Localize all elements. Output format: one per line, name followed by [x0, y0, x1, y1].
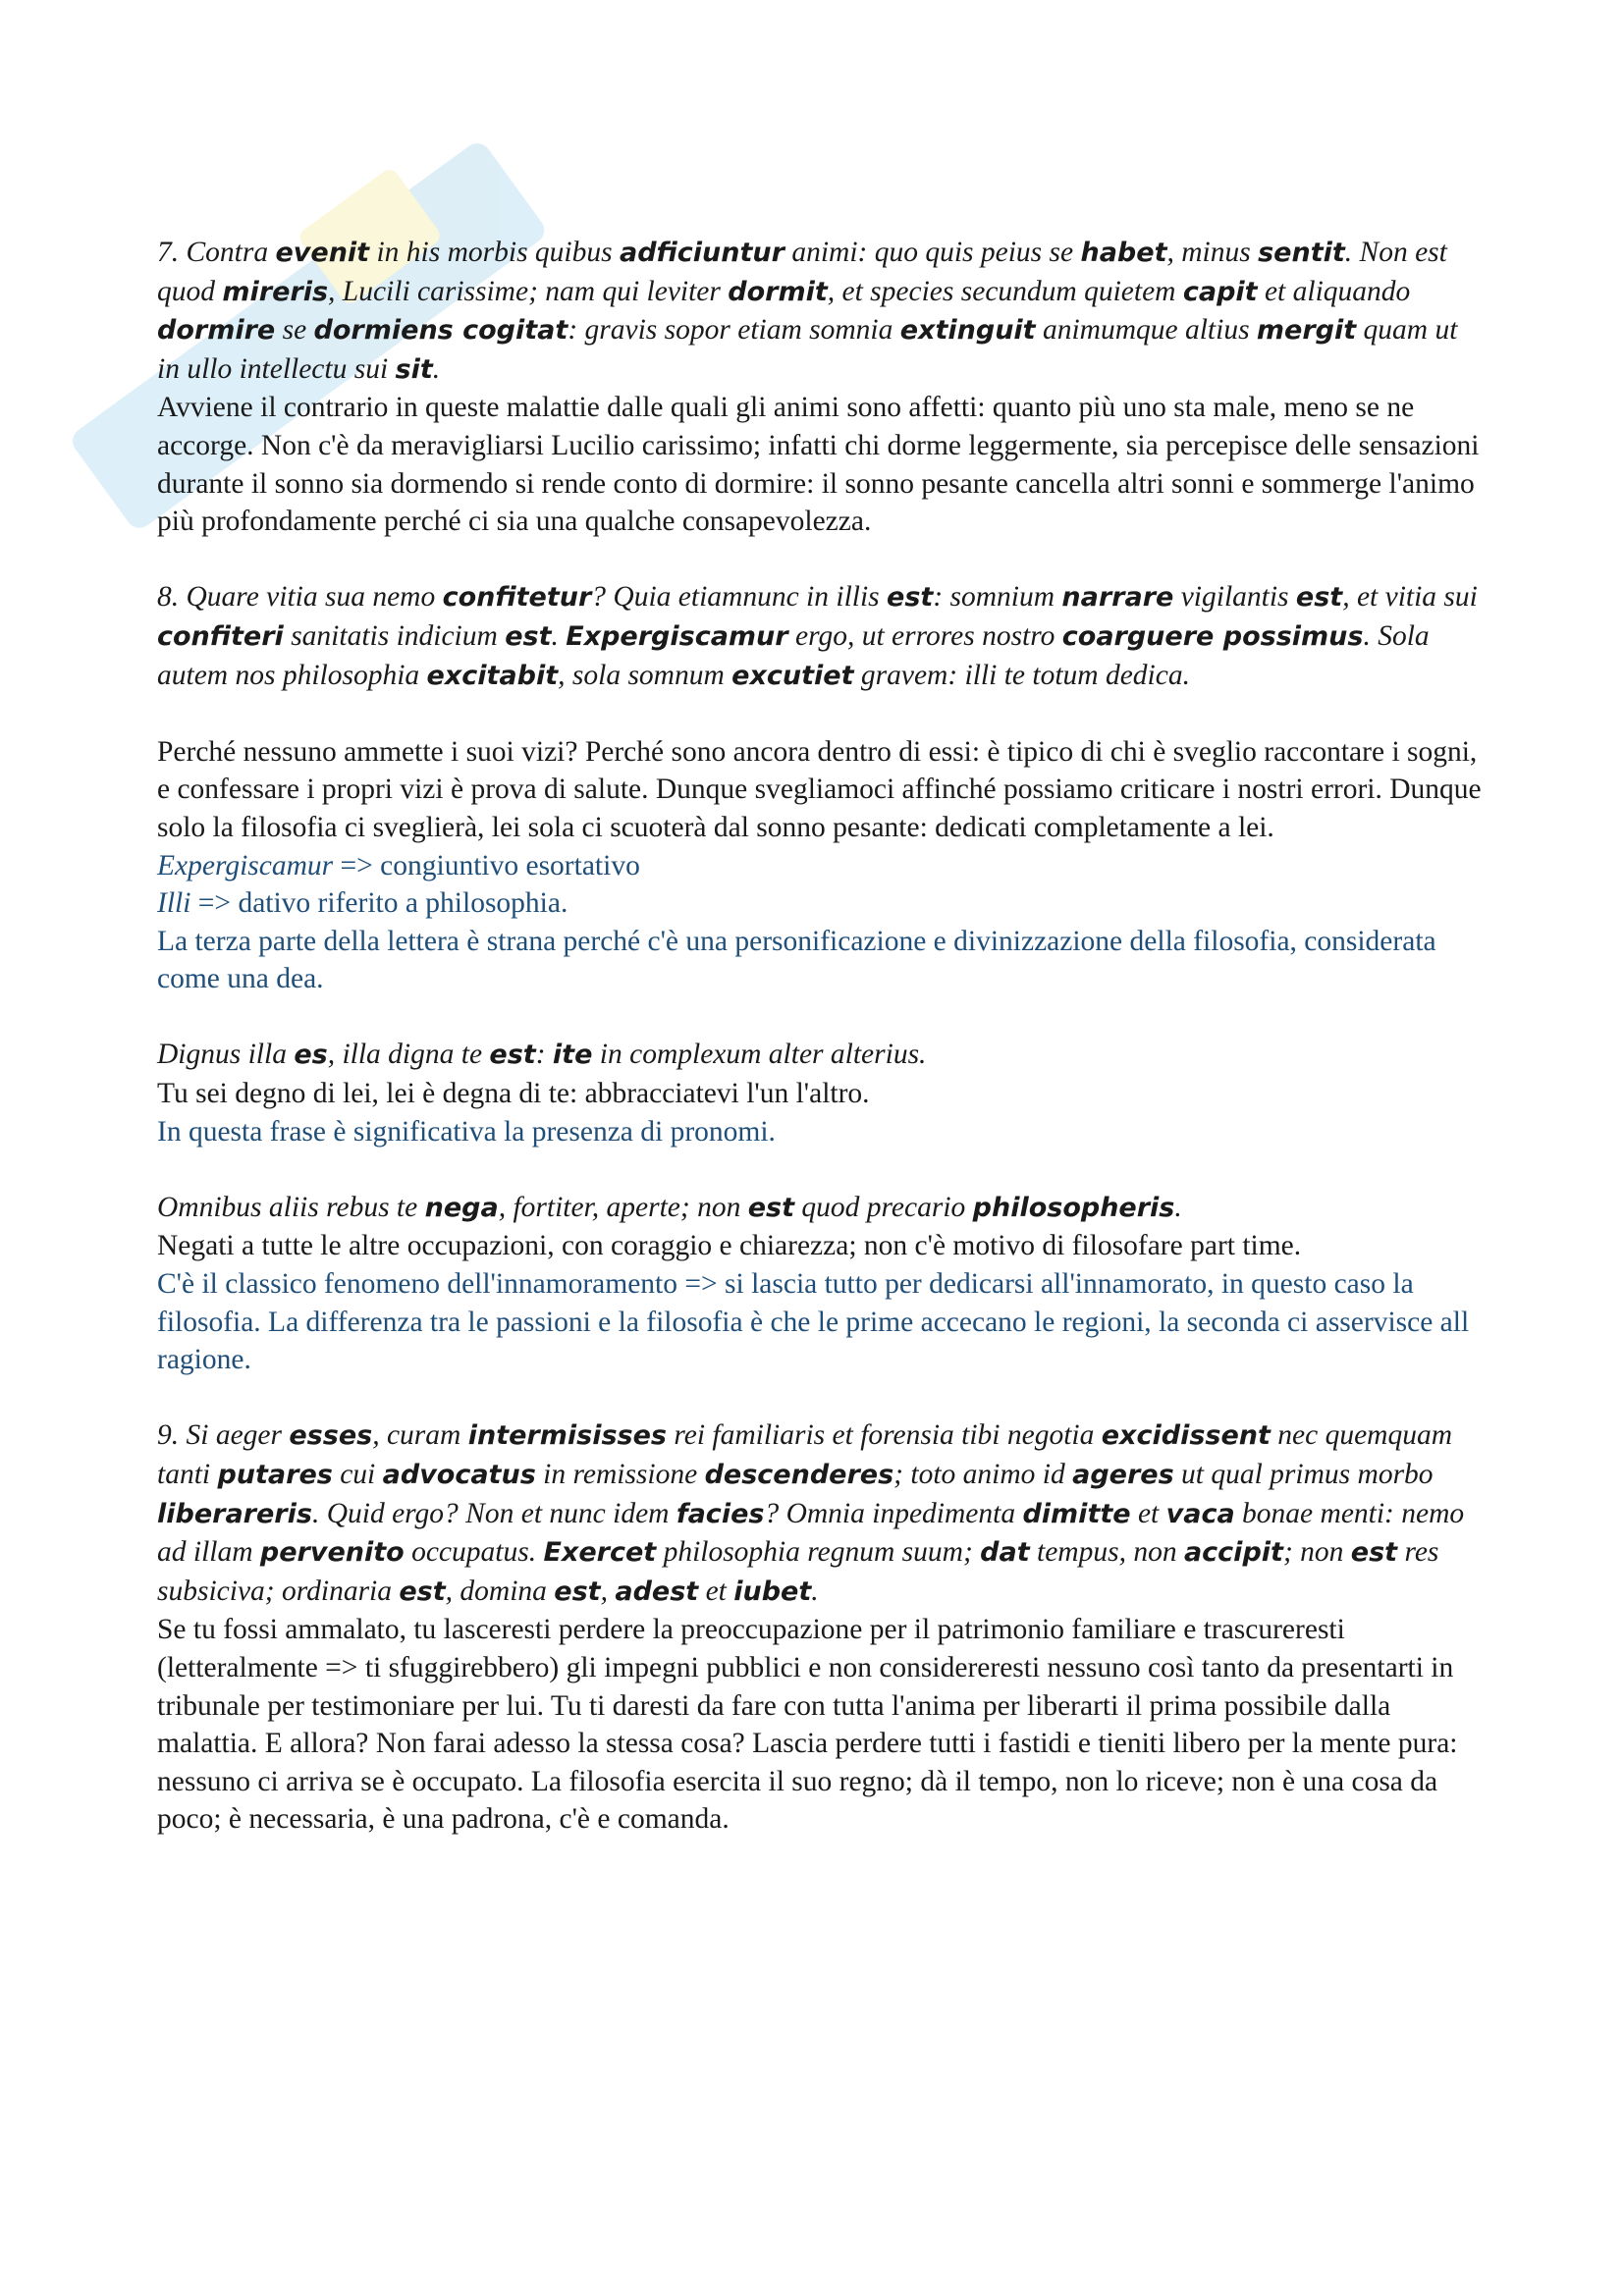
paragraph-spacer	[157, 1379, 1483, 1417]
text-run: ; non	[1282, 1536, 1351, 1569]
text-run: , illa digna te	[327, 1039, 490, 1071]
text-run: quam ut in ullo intellectu sui	[157, 314, 1458, 385]
verb-highlight: vaca	[1165, 1498, 1235, 1529]
latin-passage	[157, 578, 1483, 695]
verb-highlight: adest	[615, 1575, 699, 1607]
verb-highlight: pervenito	[259, 1537, 405, 1569]
latin-passage	[157, 234, 1483, 389]
text-run: ergo, ut errores nostro	[787, 619, 1062, 652]
verb-highlight: dimitte	[1022, 1498, 1131, 1529]
text-run: bonae menti: nemo ad illam	[157, 1497, 1465, 1569]
commentary-note	[157, 1113, 1483, 1151]
verb-highlight: intermisisses	[467, 1420, 667, 1452]
verb-highlight: est	[489, 1040, 536, 1071]
text-run: quod precario	[794, 1191, 973, 1223]
verb-highlight: ageres	[1072, 1460, 1174, 1490]
text-run: , minus	[1166, 237, 1259, 268]
verb-highlight: est	[887, 582, 934, 614]
verb-highlight: dormit	[728, 276, 828, 307]
verb-highlight: est	[747, 1192, 795, 1223]
verb-highlight: facies	[676, 1498, 765, 1529]
text-run: .	[1174, 1191, 1182, 1223]
text-run: tempus, non	[1029, 1536, 1184, 1569]
verb-highlight: narrare	[1061, 582, 1174, 614]
verb-highlight: accipit	[1183, 1537, 1283, 1569]
verb-highlight: evenit	[275, 238, 370, 268]
italian-translation: Negati a tutte le altre occupazioni, con coraggio e chiarezza; non c'è motivo di filosofare part time.	[157, 1230, 1302, 1262]
text-run: C'è il classico fenomeno dell'innamoramento => si lascia tutto per dedicarsi all'innamorato, in questo caso la filosofia. La differenza tra le passioni e la filosofia è che le prime accecano le regioni, la seconda ci asservisce all ragione.	[157, 1268, 1470, 1376]
italian-translation: Avviene il contrario in queste malattie dalle quali gli animi sono affetti: quanto più uno sta male, meno se ne accorge. Non c'è da meravigliarsi Lucilio carissimo; infatti chi dorme leggermente, sia percepisce delle sensazioni durante il sonno sia dormendo si rende conto di dormire: il sonno pesante cancella altri sonni e sommerge l'animo più profondamente perché ci sia una qualche consapevolezza.	[157, 392, 1480, 538]
verb-highlight: est	[399, 1575, 446, 1607]
text-run: nec quemquam tanti	[157, 1419, 1453, 1490]
commentary-note	[157, 923, 1483, 998]
verb-highlight: philosopheris	[972, 1192, 1175, 1223]
commentary-note	[157, 884, 1483, 923]
verb-highlight: est	[554, 1575, 601, 1607]
text-run: rei familiaris et forensia tibi negotia	[666, 1419, 1102, 1452]
text-run: ut qual primus morbo	[1173, 1459, 1434, 1490]
verb-highlight: dormiens cogitat	[313, 315, 568, 347]
verb-highlight: es	[294, 1040, 328, 1071]
verb-highlight: liberareris	[157, 1498, 312, 1529]
text-run: .	[811, 1575, 819, 1607]
latin-passage	[157, 1036, 1483, 1075]
verb-highlight: mergit	[1256, 315, 1357, 347]
latin-passage	[157, 1189, 1483, 1228]
verb-highlight: adficiuntur	[619, 238, 784, 268]
text-run: animi: quo quis peius se	[784, 237, 1081, 268]
text-run: ? Omnia inpedimenta	[764, 1497, 1023, 1529]
text-run: : gravis sopor etiam somnia	[568, 314, 900, 347]
text-run: et	[1130, 1497, 1166, 1529]
paragraph-spacer	[157, 998, 1483, 1037]
italian-translation: Se tu fossi ammalato, tu lasceresti perdere la preoccupazione per il patrimonio familiare e trascureresti (letteralmente => ti sfuggirebbero) gli impegni pubblici e non considereresti nessuno così tanto da presentarti in tribunale per testimoniare per lui. Tu ti daresti da fare con tutta l'anima per liberarti il prima possibile dalla malattia. E allora? Non farai adesso la stessa cosa? Lascia perdere tutti i fastidi e tieniti libero per la mente pura: nessuno ci arriva se è occupato. La filosofia esercita il suo regno; dà il tempo, non lo riceve; non è una cosa da poco; è necessaria, è una padrona, c'è e comanda.	[157, 1614, 1458, 1836]
text-run: => dativo riferito a philosophia.	[190, 887, 568, 920]
verb-highlight: advocatus	[382, 1460, 536, 1490]
text-run: : somnium	[933, 581, 1062, 614]
text-run: 8. Quare vitia sua nemo	[157, 581, 443, 614]
verb-highlight: excitabit	[426, 660, 559, 691]
verb-highlight: confiteri	[157, 620, 284, 652]
verb-highlight: esses	[289, 1420, 373, 1452]
text-run: occupatus.	[404, 1536, 544, 1569]
verb-highlight: dat	[980, 1537, 1030, 1569]
text-run: .	[551, 619, 567, 652]
text-run: et aliquando	[1257, 275, 1411, 307]
text-run: :	[535, 1039, 553, 1071]
text-run: La terza parte della lettera è strana perché c'è una personificazione e divinizzazione della filosofia, considerata come una dea.	[157, 925, 1436, 995]
verb-highlight: sit	[395, 353, 433, 385]
verb-highlight: Expergiscamur	[566, 620, 788, 652]
text-run: => congiuntivo esortativo	[333, 849, 640, 881]
verb-highlight: excutiet	[731, 660, 854, 691]
verb-highlight: iubet	[733, 1575, 812, 1607]
text-run: Omnibus aliis rebus te	[157, 1191, 425, 1223]
text-run: , sola somnum	[558, 659, 732, 691]
verb-highlight: habet	[1080, 238, 1167, 268]
verb-highlight: capit	[1182, 276, 1258, 307]
paragraph-spacer	[157, 1150, 1483, 1189]
text-run: in remissione	[535, 1459, 705, 1490]
document-body	[157, 234, 1483, 1839]
verb-highlight: mireris	[222, 276, 329, 307]
verb-highlight: putares	[217, 1460, 333, 1490]
verb-highlight: est	[505, 620, 552, 652]
verb-highlight: nega	[424, 1192, 499, 1223]
text-run: 9. Si aeger	[157, 1419, 290, 1452]
text-run: ,	[600, 1575, 616, 1607]
latin-term: Illi	[157, 887, 191, 920]
text-run: , domina	[445, 1575, 555, 1607]
italian-translation: Tu sei degno di lei, lei è degna di te: abbracciatevi l'un l'altro.	[157, 1078, 870, 1110]
text-run: ; toto animo id	[893, 1459, 1073, 1490]
verb-highlight: excidissent	[1101, 1420, 1271, 1452]
verb-highlight: sentit	[1258, 238, 1345, 268]
verb-highlight: est	[1295, 582, 1343, 614]
verb-highlight: coarguere possimus	[1061, 620, 1364, 652]
text-run: cui	[332, 1459, 383, 1490]
latin-passage	[157, 1416, 1483, 1611]
text-run: in his morbis quibus	[369, 237, 620, 268]
verb-highlight: descenderes	[704, 1460, 894, 1490]
text-run: , Lucili carissime; nam qui leviter	[328, 275, 729, 307]
text-run: vigilantis	[1173, 581, 1296, 614]
verb-highlight: ite	[552, 1040, 593, 1071]
text-run: 7. Contra	[157, 237, 276, 268]
text-run: . Non est quod	[157, 237, 1447, 307]
text-run: .	[432, 352, 441, 385]
verb-highlight: extinguit	[899, 315, 1036, 347]
commentary-note	[157, 1265, 1483, 1379]
commentary-note	[157, 847, 1483, 885]
latin-term: Expergiscamur	[157, 849, 334, 881]
paragraph-spacer	[157, 541, 1483, 579]
text-run: philosophia regnum suum;	[656, 1536, 981, 1569]
verb-highlight: est	[1350, 1537, 1398, 1569]
verb-highlight: Exercet	[543, 1537, 657, 1569]
text-run: , fortiter, aperte; non	[498, 1191, 748, 1223]
verb-highlight: dormire	[157, 315, 276, 347]
text-run: . Sola autem nos philosophia	[157, 619, 1430, 691]
text-run: In questa frase è significativa la presenza di pronomi.	[157, 1115, 776, 1148]
text-run: gravem: illi te totum dedica.	[853, 659, 1190, 691]
text-run: , et vitia sui	[1342, 581, 1478, 614]
text-run: sanitatis indicium	[283, 619, 506, 652]
text-run: et	[698, 1575, 734, 1607]
text-run: , et species secundum quietem	[827, 275, 1183, 307]
text-run: in complexum alter alterius.	[592, 1039, 927, 1071]
text-run: . Quid ergo? Non et nunc idem	[311, 1497, 676, 1529]
text-run: , curam	[372, 1419, 468, 1452]
text-run: Dignus illa	[157, 1039, 295, 1071]
paragraph-spacer	[157, 695, 1483, 733]
text-run: ? Quia etiamnunc in illis	[591, 581, 888, 614]
verb-highlight: confitetur	[442, 582, 592, 614]
text-run: res subsiciva; ordinaria	[157, 1536, 1439, 1607]
text-run: se	[275, 314, 314, 347]
text-run: animumque altius	[1035, 314, 1257, 347]
italian-translation: Perché nessuno ammette i suoi vizi? Perché sono ancora dentro di essi: è tipico di chi è sveglio raccontare i sogni, e confessare i propri vizi è prova di salute. Dunque svegliamoci affinché possiamo criticare i nostri errori. Dunque solo la filosofia ci sveglierà, lei sola ci scuoterà dal sonno pesante: dedicati completamente a lei.	[157, 735, 1482, 843]
